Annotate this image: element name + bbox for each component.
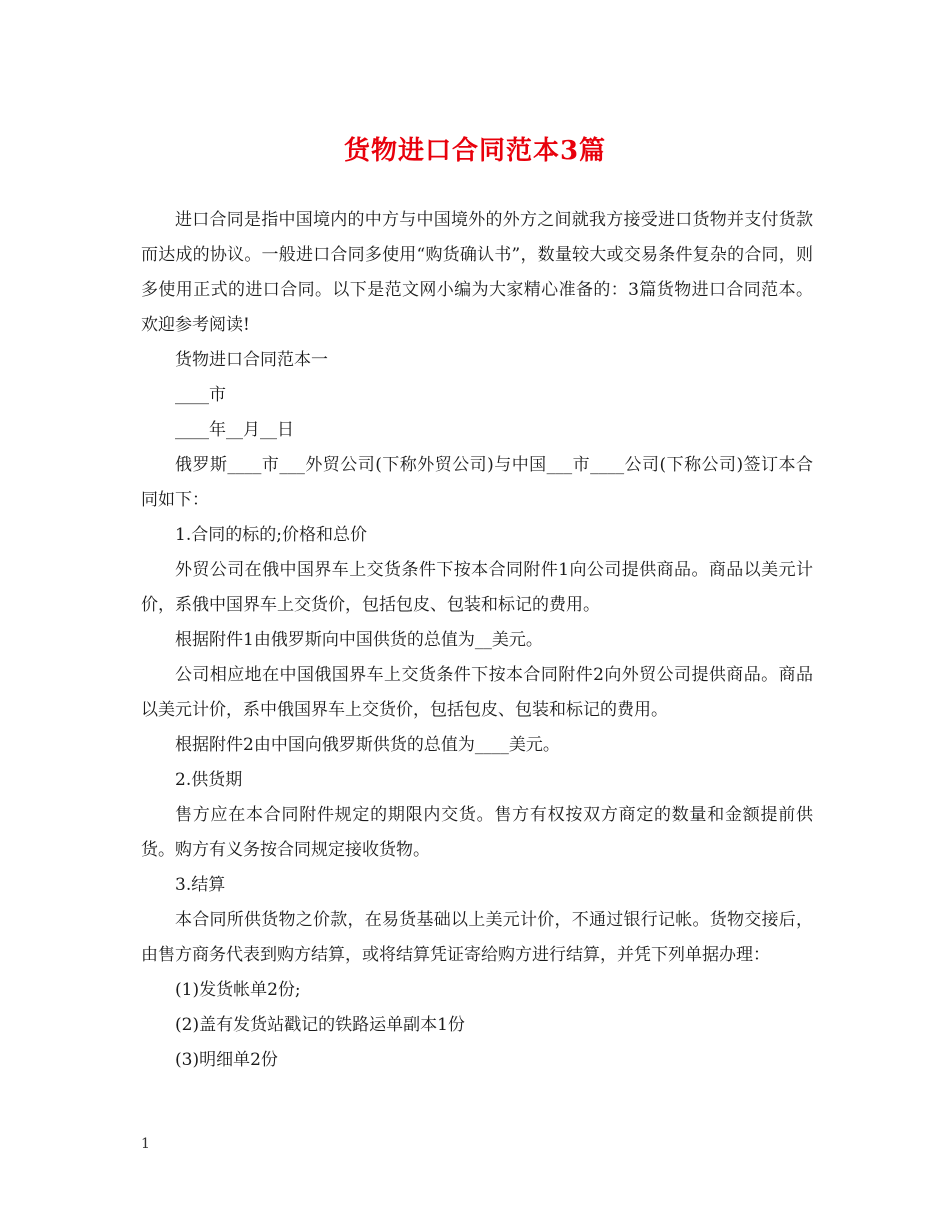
paragraph: 根据附件2由中国向俄罗斯供货的总值为____美元。: [175, 735, 560, 755]
page-number: 1: [141, 1136, 150, 1152]
paragraph: 根据附件1由俄罗斯向中国供货的总值为__美元。: [175, 630, 543, 650]
list-item: (1)发货帐单2份;: [175, 980, 301, 1000]
list-item: (3)明细单2份: [175, 1050, 278, 1070]
list-item: (2)盖有发货站戳记的铁路运单副本1份: [175, 1015, 465, 1035]
paragraph: ____市: [175, 385, 226, 405]
document-body: [141, 203, 813, 1078]
document-title: 货物进口合同范本3篇: [343, 136, 607, 166]
paragraph: 进口合同是指中国境内的中方与中国境外的外方之间就我方接受进口货物并支付货款而达成的协议。一般进口合同多使用“购货确认书”，数量较大或交易条件复杂的合同，则多使用正式的进口合同。以下是范文网小编为大家精心准备的：3篇货物进口合同范本。欢迎参考阅读!: [141, 210, 813, 335]
paragraph: 售方应在本合同附件规定的期限内交货。售方有权按双方商定的数量和金额提前供货。购方有义务按合同规定接收货物。: [141, 805, 813, 860]
section-heading: 3.结算: [175, 875, 226, 895]
paragraph: 本合同所供货物之价款，在易货基础以上美元计价，不通过银行记帐。货物交接后，由售方商务代表到购方结算，或将结算凭证寄给购方进行结算，并凭下列单据办理：: [141, 910, 813, 965]
section-heading: 2.供货期: [175, 770, 243, 790]
section-heading: 1.合同的标的;价格和总价: [175, 525, 367, 545]
paragraph: 公司相应地在中国俄国界车上交货条件下按本合同附件2向外贸公司提供商品。商品以美元计价，系中俄国界车上交货价，包括包皮、包装和标记的费用。: [141, 665, 813, 720]
paragraph: ____年__月__日: [175, 420, 294, 440]
paragraph: 外贸公司在俄中国界车上交货条件下按本合同附件1向公司提供商品。商品以美元计价，系俄中国界车上交货价，包括包皮、包装和标记的费用。: [141, 560, 813, 615]
paragraph: 俄罗斯____市___外贸公司(下称外贸公司)与中国___市____公司(下称公司)签订本合同如下：: [141, 455, 813, 510]
paragraph: 货物进口合同范本一: [175, 350, 328, 370]
